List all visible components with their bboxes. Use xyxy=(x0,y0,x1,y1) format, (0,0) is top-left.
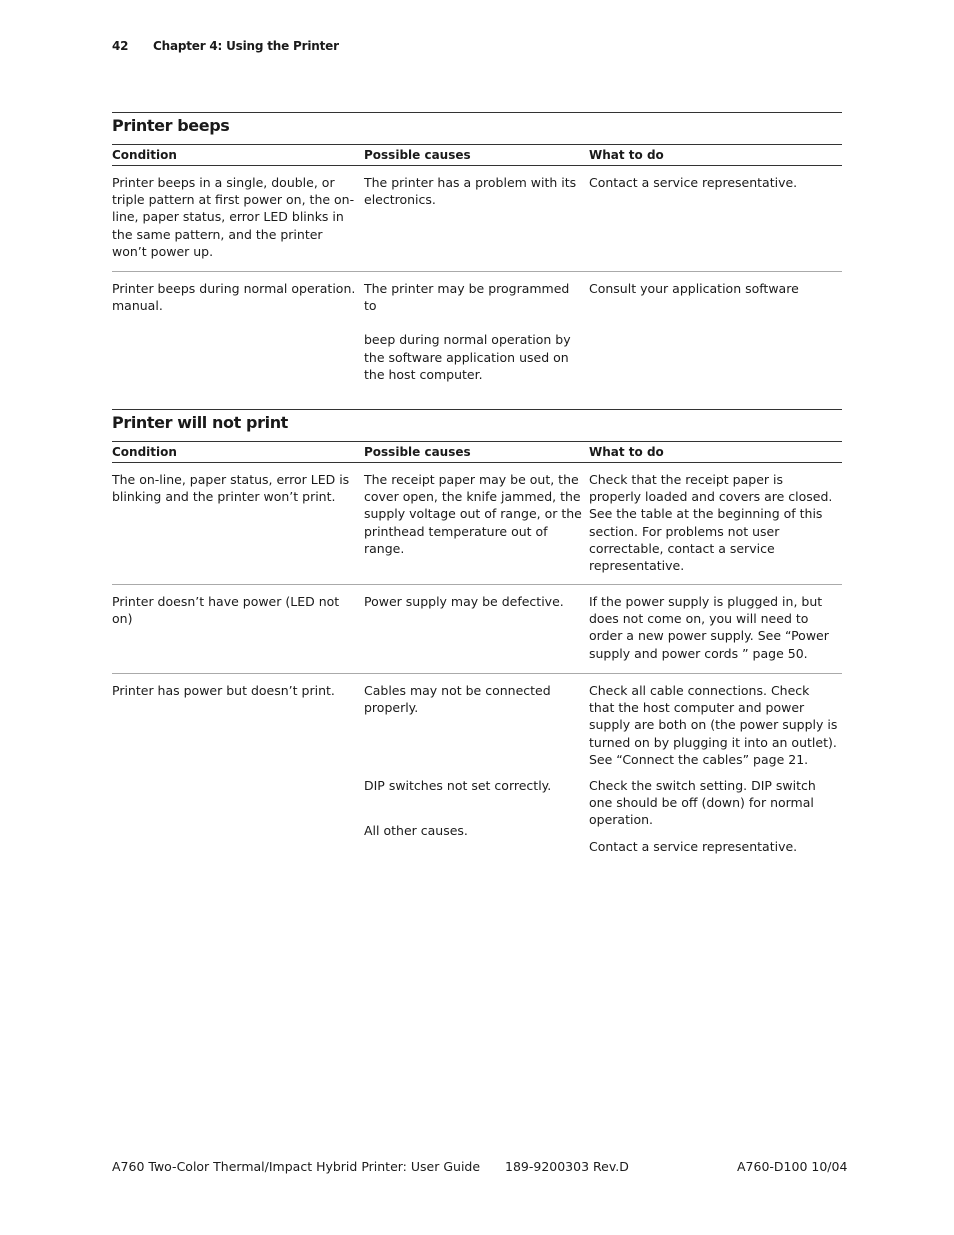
column-header-what-to-do: What to do xyxy=(589,445,664,459)
cause-text: Cables may not be connected properly. xyxy=(364,683,551,716)
cause-text: DIP switches not set correctly. xyxy=(364,778,552,793)
action-cell xyxy=(589,674,842,854)
section-title: Printer beeps xyxy=(112,116,230,135)
action-text: Check that the receipt paper is properly loaded and covers are closed. See the table at the beginning of this section. For problems not user correctable, contact a service representative. xyxy=(589,472,833,574)
action-cell xyxy=(589,585,842,673)
table-header xyxy=(112,144,842,166)
footer-doc-code: A760-D100 10/04 xyxy=(737,1159,848,1174)
action-cell xyxy=(589,463,842,584)
condition-cell: Printer doesn’t have power (LED not on) xyxy=(112,594,340,627)
action-text: Contact a service representative. xyxy=(589,838,798,854)
page-number: 42 xyxy=(112,39,129,53)
table-row xyxy=(112,166,842,272)
section-printer-will-not-print xyxy=(112,409,842,854)
footer-part-number: 189-9200303 Rev.D xyxy=(505,1159,629,1174)
action-text: Check all cable connections. Check that the host computer and power supply are both on (the power supply is turned on by plugging it into an outlet). See “Connect the cables” page 21. xyxy=(589,683,838,767)
cause-text: All other causes. xyxy=(364,823,468,838)
causes-cell xyxy=(364,674,589,849)
cause-text: beep during normal operation by the software application used on the host computer. xyxy=(364,332,571,382)
action-text: If the power supply is plugged in, but does not come on, you will need to order a new power supply. See “Power supply and power cords ” page 50. xyxy=(589,594,829,661)
action-cell xyxy=(589,166,842,271)
table-row xyxy=(112,585,842,674)
chapter-title: Chapter 4: Using the Printer xyxy=(153,39,339,53)
cause-text: The receipt paper may be out, the cover open, the knife jammed, the supply voltage out of range, or the printhead temperature out of range. xyxy=(364,472,582,556)
condition-cell: Printer beeps during normal operation. manual. xyxy=(112,281,356,314)
condition-cell: The on-line, paper status, error LED is blinking and the printer won’t print. xyxy=(112,472,350,505)
condition-cell: Printer has power but doesn’t print. xyxy=(112,683,335,698)
causes-cell xyxy=(364,272,589,382)
section-title: Printer will not print xyxy=(112,413,288,432)
cause-text: The printer may be programmed to xyxy=(364,281,570,314)
column-header-causes: Possible causes xyxy=(364,445,471,459)
running-header xyxy=(112,39,339,53)
cause-text: Power supply may be defective. xyxy=(364,594,564,609)
causes-cell xyxy=(364,585,589,673)
action-text: Consult your application software xyxy=(589,281,799,296)
causes-cell xyxy=(364,463,589,584)
table-header xyxy=(112,441,842,463)
cause-text: The printer has a problem with its electronics. xyxy=(364,175,577,208)
causes-cell xyxy=(364,166,589,271)
footer-title: A760 Two-Color Thermal/Impact Hybrid Printer: User Guide xyxy=(112,1159,481,1174)
action-cell xyxy=(589,272,842,382)
condition-cell: Printer beeps in a single, double, or triple pattern at first power on, the on-line, paper status, error LED blinks in the same pattern, and the printer won’t power up. xyxy=(112,175,355,259)
table-row xyxy=(112,463,842,585)
section-printer-beeps xyxy=(112,112,842,382)
table-row xyxy=(112,674,842,854)
table-row xyxy=(112,272,842,382)
column-header-causes: Possible causes xyxy=(364,148,471,162)
column-header-what-to-do: What to do xyxy=(589,148,664,162)
column-header-condition: Condition xyxy=(112,445,177,459)
action-text: Check the switch setting. DIP switch one should be off (down) for normal operation. xyxy=(589,778,816,828)
action-text: Contact a service representative. xyxy=(589,175,798,190)
column-header-condition: Condition xyxy=(112,148,177,162)
